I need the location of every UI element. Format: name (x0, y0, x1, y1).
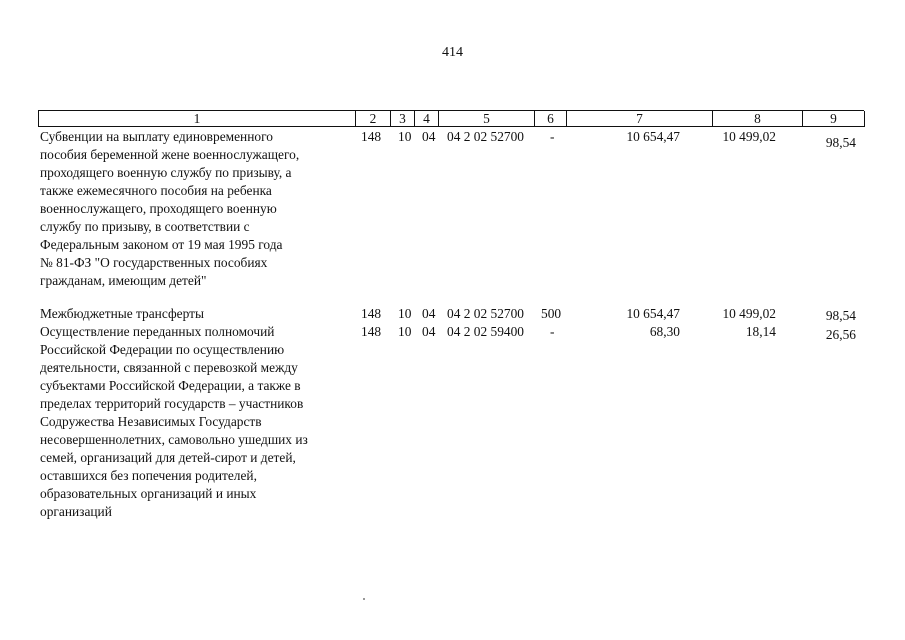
header-col-2: 2 (356, 111, 391, 127)
header-col-7: 7 (567, 111, 713, 127)
table-header (38, 110, 864, 127)
row-col-8: 18,14 (745, 324, 776, 339)
header-col-5: 5 (439, 111, 535, 127)
row-col-7: 10 654,47 (626, 306, 680, 321)
row-name: Осуществление переданных полномочий Российской Федерации по осуществлению деятельности, связанной с перевозкой между субъектами Российской Федерации, а также в пределах территорий государств – участников Содружества Независимых Государств несовершеннолетних, самовольно ушедших из семей, организаций для детей-сирот и детей, оставшихся без попечения родителей, образовательных организаций и иных организаций (40, 324, 308, 519)
row-col-8: 10 499,02 (722, 306, 776, 321)
row-col-6: 500 (541, 306, 562, 321)
page-number: 414 (442, 45, 463, 60)
header-col-6: 6 (535, 111, 567, 127)
row-col-6: - (550, 129, 555, 144)
row-name: Межбюджетные трансферты (40, 306, 204, 321)
row-col-2: 148 (361, 324, 382, 339)
row-col-6: - (550, 324, 555, 339)
row-col-7: 10 654,47 (626, 129, 680, 144)
row-col-3: 10 (398, 129, 412, 144)
row-col-4: 04 (422, 324, 436, 339)
row-col-3: 10 (398, 306, 412, 321)
row-col-7: 68,30 (649, 324, 680, 339)
header-col-3: 3 (391, 111, 415, 127)
row-col-3: 10 (398, 324, 412, 339)
row-col-5: 04 2 02 52700 (447, 129, 524, 144)
row-col-5: 04 2 02 52700 (447, 306, 524, 321)
header-col-1: 1 (39, 111, 356, 127)
header-col-4: 4 (415, 111, 439, 127)
row-col-4: 04 (422, 306, 436, 321)
header-col-9: 9 (803, 111, 865, 127)
scan-speck (363, 598, 365, 600)
row-col-9: 98,54 (825, 135, 856, 150)
row-col-9: 26,56 (825, 327, 856, 342)
row-col-2: 148 (361, 306, 382, 321)
header-col-8: 8 (713, 111, 803, 127)
row-col-4: 04 (422, 129, 436, 144)
row-name: Субвенции на выплату единовременного пособия беременной жене военнослужащего, проходящего военную службу по призыву, а также ежемесячного пособия на ребенка военнослужащего, проходящего военную службу по призыву, в соответствии с Федеральным законом от 19 мая 1995 года № 81-ФЗ "О государственных пособиях гражданам, имеющим детей" (40, 129, 300, 288)
row-col-8: 10 499,02 (722, 129, 776, 144)
row-col-9: 98,54 (825, 308, 856, 323)
row-col-5: 04 2 02 59400 (447, 324, 524, 339)
row-col-2: 148 (361, 129, 382, 144)
